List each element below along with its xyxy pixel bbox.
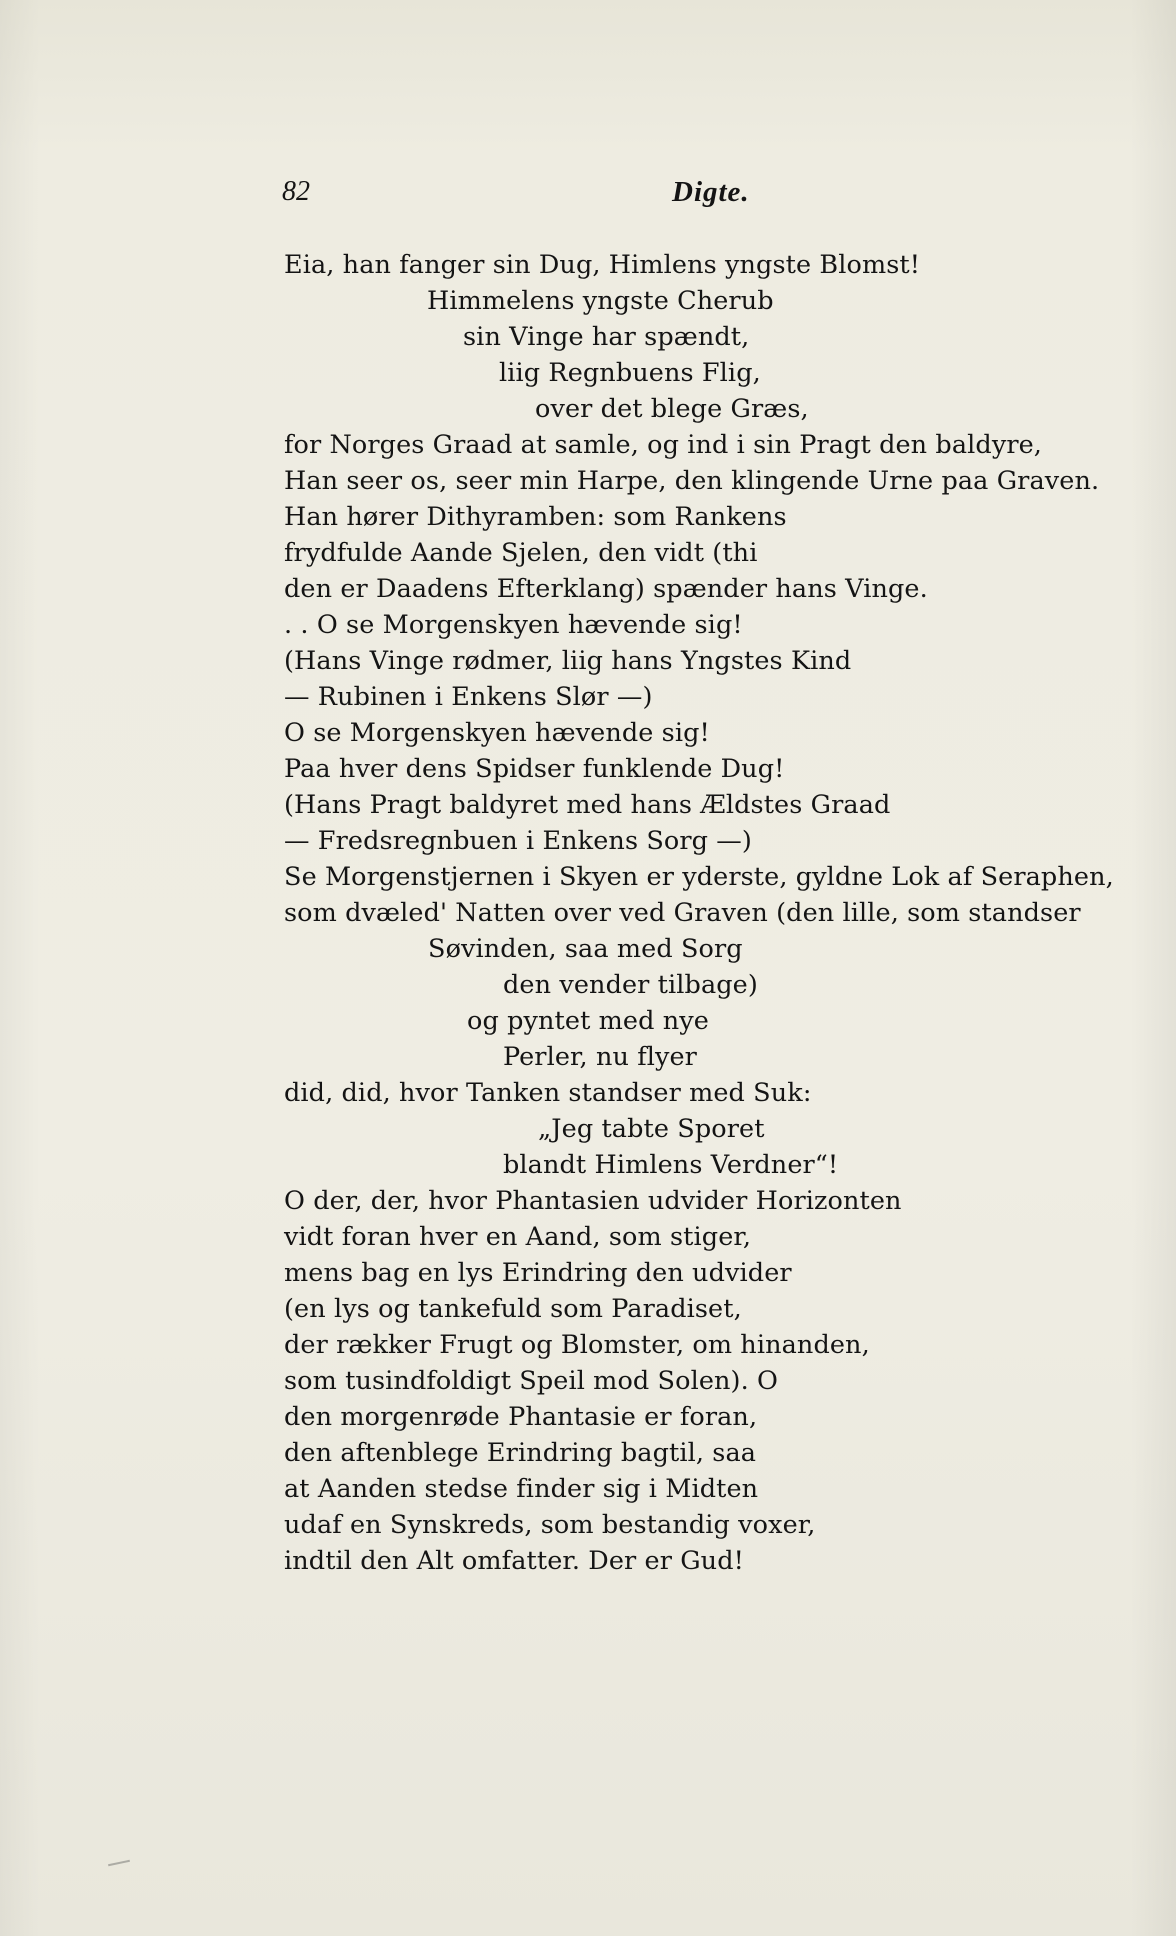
poem-line: den aftenblege Erindring bagtil, saa	[284, 1438, 757, 1468]
poem-line: Han seer os, seer min Harpe, den klingende Urne paa Graven.	[284, 466, 1100, 496]
poem-line: „Jeg tabte Sporet	[538, 1114, 765, 1144]
poem-line: som dvæled' Natten over ved Graven (den lille, som standser	[284, 898, 1081, 928]
section-title: Digte.	[672, 176, 750, 208]
poem-line: liig Regnbuens Flig,	[499, 358, 761, 388]
poem-line: at Aanden stedse finder sig i Midten	[284, 1474, 759, 1504]
poem-line: som tusindfoldigt Speil mod Solen). O	[284, 1366, 779, 1396]
poem-line: mens bag en lys Erindring den udvider	[284, 1258, 792, 1288]
poem-line: (Hans Pragt baldyret med hans Ældstes Graad	[284, 790, 891, 820]
poem-line: udaf en Synskreds, som bestandig voxer,	[284, 1510, 816, 1540]
poem-line: Se Morgenstjernen i Skyen er yderste, gyldne Lok af Seraphen,	[284, 862, 1114, 892]
poem-line: frydfulde Aande Sjelen, den vidt (thi	[284, 538, 758, 568]
paper-blemish	[108, 1860, 130, 1867]
page-number: 82	[282, 176, 310, 207]
poem-line: (Hans Vinge rødmer, liig hans Yngstes Kind	[284, 646, 852, 676]
poem-line: over det blege Græs,	[535, 394, 809, 424]
poem-line: Søvinden, saa med Sorg	[428, 934, 743, 964]
poem-line: O der, der, hvor Phantasien udvider Horizonten	[284, 1186, 902, 1216]
poem-line: og pyntet med nye	[467, 1006, 709, 1036]
running-head	[282, 176, 842, 212]
poem-line: Himmelens yngste Cherub	[427, 286, 774, 316]
poem-line: (en lys og tankefuld som Paradiset,	[284, 1294, 742, 1324]
poem-line: Eia, han fanger sin Dug, Himlens yngste Blomst!	[284, 250, 921, 280]
poem-line: Perler, nu flyer	[503, 1042, 697, 1072]
poem-line: — Rubinen i Enkens Slør —)	[284, 682, 653, 712]
poem-line: der rækker Frugt og Blomster, om hinanden,	[284, 1330, 870, 1360]
poem-line: — Fredsregnbuen i Enkens Sorg —)	[284, 826, 752, 856]
poem-line: sin Vinge har spændt,	[463, 322, 750, 352]
poem-text	[0, 247, 1176, 1607]
poem-line: vidt foran hver en Aand, som stiger,	[284, 1222, 752, 1252]
poem-line: den vender tilbage)	[503, 970, 758, 1000]
poem-line: blandt Himlens Verdner“!	[503, 1150, 839, 1180]
poem-line: did, did, hvor Tanken standser med Suk:	[284, 1078, 812, 1108]
poem-line: Paa hver dens Spidser funklende Dug!	[284, 754, 785, 784]
poem-line: indtil den Alt omfatter. Der er Gud!	[284, 1546, 744, 1576]
poem-line: den er Daadens Efterklang) spænder hans Vinge.	[284, 574, 928, 604]
poem-line: Han hører Dithyramben: som Rankens	[284, 502, 787, 532]
poem-line: for Norges Graad at samle, og ind i sin Pragt den baldyre,	[284, 430, 1043, 460]
poem-line: O se Morgenskyen hævende sig!	[284, 718, 710, 748]
poem-line: den morgenrøde Phantasie er foran,	[284, 1402, 758, 1432]
poem-line: . . O se Morgenskyen hævende sig!	[284, 610, 743, 640]
